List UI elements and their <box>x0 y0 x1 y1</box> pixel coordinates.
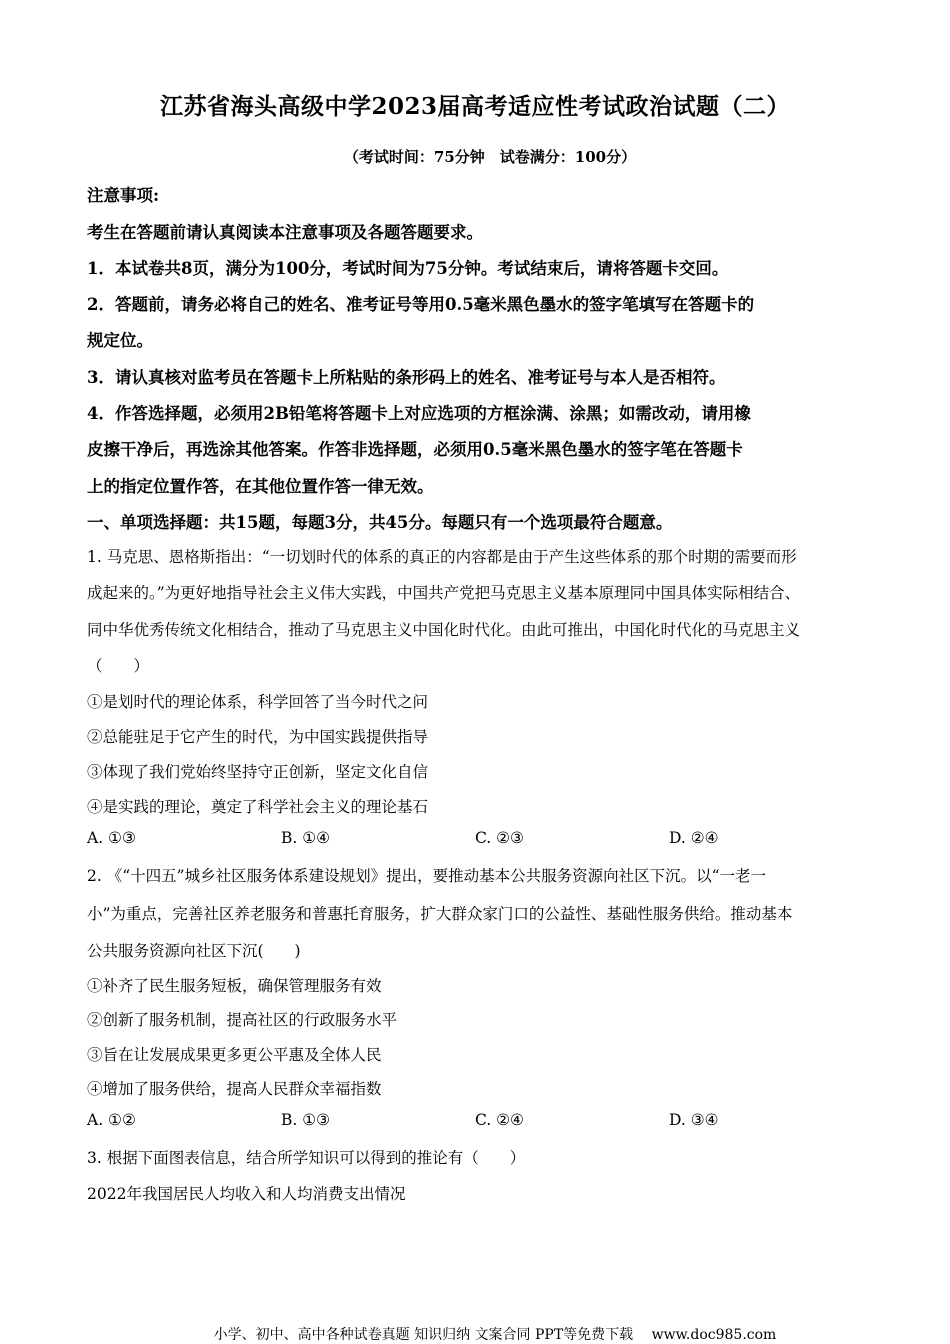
section-heading: 一、单项选择题：共15题，每题3分，共45分。每题只有一个选项最符合题意。 <box>87 513 673 532</box>
q2-item: ②创新了服务机制，提高社区的行政服务水平 <box>87 1011 398 1029</box>
q1-item: ③体现了我们党始终坚持守正创新，坚定文化自信 <box>87 763 429 781</box>
q1-item: ①是划时代的理论体系，科学回答了当今时代之问 <box>87 693 429 711</box>
q1-option-c[interactable]: C. ②③ <box>475 829 524 847</box>
notice-line: 规定位。 <box>87 331 153 350</box>
notice-line: 皮擦干净后，再选涂其他答案。作答非选择题，必须用0.5毫米黑色墨水的签字笔在答题卡 <box>87 440 743 459</box>
q2-item: ③旨在让发展成果更多更公平惠及全体人民 <box>87 1046 382 1064</box>
page-footer: 小学、初中、高中各种试卷真题 知识归纳 文案合同 PPT等免费下载 www.doc985.com <box>213 1327 777 1343</box>
q1-option-b[interactable]: B. ①④ <box>281 829 331 847</box>
q3-stem: 3. 根据下面图表信息，结合所学知识可以得到的推论有（ ） <box>87 1149 526 1167</box>
q2-stem: 小”为重点，完善社区养老服务和普惠托育服务，扩大群众家门口的公益性、基础性服务供给。推动基本 <box>87 905 793 923</box>
q1-stem: 1. 马克思、恩格斯指出：“一切划时代的体系的真正的内容都是由于产生这些体系的那个时期的需要而形 <box>87 548 797 566</box>
notice-line: 3．请认真核对监考员在答题卡上所粘贴的条形码上的姓名、准考证号与本人是否相符。 <box>87 368 726 387</box>
exam-subtitle: （考试时间：75分钟 试卷满分：100分） <box>343 148 637 166</box>
q2-option-a[interactable]: A. ①② <box>87 1111 136 1129</box>
q2-item: ④增加了服务供给，提高人民群众幸福指数 <box>87 1080 382 1098</box>
notice-line: 上的指定位置作答，在其他位置作答一律无效。 <box>87 477 434 496</box>
q1-stem: 成起来的。”为更好地指导社会主义伟大实践，中国共产党把马克思主义基本原理同中国具体实际相结合、 <box>87 584 801 602</box>
q3-chart-caption: 2022年我国居民人均收入和人均消费支出情况 <box>87 1185 406 1203</box>
notice-intro: 考生在答题前请认真阅读本注意事项及各题答题要求。 <box>87 223 483 242</box>
exam-title: 江苏省海头高级中学2023届高考适应性考试政治试题（二） <box>159 93 790 120</box>
q1-item: ②总能驻足于它产生的时代，为中国实践提供指导 <box>87 728 429 746</box>
q1-stem: （ ） <box>87 657 150 675</box>
q2-stem: 公共服务资源向社区下沉( ) <box>87 942 301 960</box>
q1-option-a[interactable]: A. ①③ <box>87 829 136 847</box>
q2-option-d[interactable]: D. ③④ <box>669 1111 719 1129</box>
notice-line: 1．本试卷共8页，满分为100分，考试时间为75分钟。考试结束后，请将答题卡交回。 <box>87 259 729 278</box>
q2-item: ①补齐了民生服务短板，确保管理服务有效 <box>87 977 382 995</box>
notice-heading: 注意事项: <box>87 186 160 205</box>
q1-option-d[interactable]: D. ②④ <box>669 829 719 847</box>
q2-option-b[interactable]: B. ①③ <box>281 1111 331 1129</box>
notice-line: 4．作答选择题，必须用2B铅笔将答题卡上对应选项的方框涂满、涂黑；如需改动，请用橡 <box>87 404 751 423</box>
q2-stem: 2. 《“十四五”城乡社区服务体系建设规划》提出，要推动基本公共服务资源向社区下沉。以“一老一 <box>87 867 766 885</box>
q1-item: ④是实践的理论，奠定了科学社会主义的理论基石 <box>87 798 429 816</box>
q1-stem: 同中华优秀传统文化相结合，推动了马克思主义中国化时代化。由此可推出，中国化时代化的马克思主义 <box>87 621 801 639</box>
q2-option-c[interactable]: C. ②④ <box>475 1111 524 1129</box>
notice-line: 2．答题前，请务必将自己的姓名、准考证号等用0.5毫米黑色墨水的签字笔填写在答题卡的 <box>87 295 755 314</box>
